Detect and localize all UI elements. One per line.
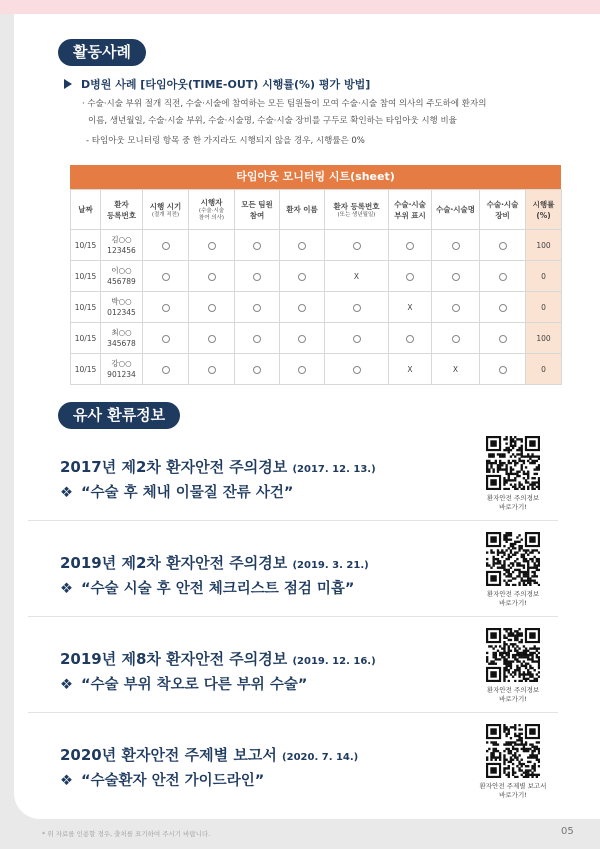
circle-check-icon (162, 304, 170, 312)
cell-patient: 강○○ 901234 (101, 354, 143, 385)
alert-title: 2019년 제8차 환자안전 주의경보 (2019. 12. 16.) (60, 650, 376, 668)
activity-section-pill: 활동사례 (58, 39, 146, 66)
table-row (71, 292, 562, 323)
circle-check-icon (162, 335, 170, 343)
cell-check (189, 323, 235, 354)
col-equipment: 수술·시술 장비 (480, 190, 526, 230)
cell-check (325, 354, 389, 385)
cell-check (280, 230, 325, 261)
cell-check (143, 323, 189, 354)
col-performer: 시행자 (수술·시술 참여 의사) (189, 190, 235, 230)
cell-date: 10/15 (71, 230, 101, 261)
circle-check-icon (406, 273, 414, 281)
cell-check (189, 292, 235, 323)
circle-check-icon (162, 273, 170, 281)
divider (28, 616, 558, 617)
circle-check-icon (208, 273, 216, 281)
cell-check (143, 261, 189, 292)
qr-code-icon[interactable] (486, 724, 540, 778)
alert-subtitle: ❖ “수술환자 안전 가이드라인” (60, 773, 265, 789)
circle-check-icon (499, 366, 507, 374)
cell-patient: 이○○ 456789 (101, 261, 143, 292)
cell-check (235, 261, 280, 292)
cell-check (480, 292, 526, 323)
circle-check-icon (298, 366, 306, 374)
circle-check-icon (298, 273, 306, 281)
circle-check-icon (499, 335, 507, 343)
circle-check-icon (298, 304, 306, 312)
cell-check (280, 323, 325, 354)
circle-check-icon (298, 335, 306, 343)
cell-check (189, 261, 235, 292)
cell-check: X (389, 292, 432, 323)
circle-check-icon (353, 304, 361, 312)
cell-check (389, 261, 432, 292)
footnote: * 위 자료를 인용할 경우, 출처를 표기하여 주시기 바랍니다. (42, 830, 211, 838)
circle-check-icon (452, 242, 460, 250)
activity-title-text: D병원 사례 [타임아웃(TIME-OUT) 시행률(%) 평가 방법] (81, 78, 371, 91)
alert-subtitle: ❖ “수술 후 체내 이물질 잔류 사건” (60, 485, 294, 501)
cell-check: X (325, 261, 389, 292)
monitoring-table (70, 189, 562, 385)
divider (28, 712, 558, 713)
qr-code-icon[interactable] (486, 628, 540, 682)
triangle-bullet-icon (64, 79, 72, 89)
alert-title: 2017년 제2차 환자안전 주의경보 (2017. 12. 13.) (60, 458, 376, 476)
cell-rate: 0 (526, 354, 562, 385)
top-band (0, 0, 600, 14)
divider (28, 520, 558, 521)
cell-check (389, 323, 432, 354)
circle-check-icon (406, 242, 414, 250)
cell-date: 10/15 (71, 323, 101, 354)
cell-rate: 100 (526, 230, 562, 261)
qr-link-label[interactable]: 환자안전 주의경보 바로가기! (486, 590, 540, 607)
similar-section-pill: 유사 환류정보 (58, 402, 180, 429)
circle-check-icon (253, 242, 261, 250)
qr-link-label[interactable]: 환자안전 주의경보 바로가기! (486, 686, 540, 703)
circle-check-icon (406, 335, 414, 343)
table-row (71, 261, 562, 292)
cell-check (189, 230, 235, 261)
col-rate: 시행률 (%) (526, 190, 562, 230)
col-procedure: 수술·시술명 (432, 190, 480, 230)
cell-patient: 김○○ 123456 (101, 230, 143, 261)
cell-check (325, 230, 389, 261)
cell-rate: 0 (526, 292, 562, 323)
cell-check (235, 323, 280, 354)
activity-note: - 타임아웃 모니터링 항목 중 한 가지라도 시행되지 않을 경우, 시행률은 0% (86, 136, 365, 146)
desc-line-2: 이름, 생년월일, 수술·시술 부위, 수술·시술명, 수술·시술 장비를 구두로 확인하는 타임아웃 시행 비율 (88, 116, 457, 126)
table-row (71, 230, 562, 261)
cell-check (235, 354, 280, 385)
circle-check-icon (353, 335, 361, 343)
col-patient-id: 환자 등록번호 (101, 190, 143, 230)
cell-check (432, 323, 480, 354)
table-row (71, 354, 562, 385)
col-site: 수술·시술 부위 표시 (389, 190, 432, 230)
cell-patient: 최○○ 345678 (101, 323, 143, 354)
circle-check-icon (162, 366, 170, 374)
circle-check-icon (253, 273, 261, 281)
diamond-bullet-icon: ❖ (60, 773, 73, 789)
circle-check-icon (452, 273, 460, 281)
table-header-row (71, 190, 562, 230)
circle-check-icon (208, 304, 216, 312)
cell-rate: 100 (526, 323, 562, 354)
diamond-bullet-icon: ❖ (60, 485, 73, 501)
cell-check (325, 292, 389, 323)
cell-check (235, 230, 280, 261)
cell-check (480, 261, 526, 292)
circle-check-icon (208, 335, 216, 343)
col-date: 날짜 (71, 190, 101, 230)
qr-link-label[interactable]: 환자안전 주제별 보고서 바로가기! (479, 782, 547, 799)
circle-check-icon (253, 366, 261, 374)
circle-check-icon (298, 242, 306, 250)
qr-code-icon[interactable] (486, 436, 540, 490)
cell-check (143, 230, 189, 261)
cell-check (280, 261, 325, 292)
cell-rate: 0 (526, 261, 562, 292)
alert-subtitle: ❖ “수술 시술 후 안전 체크리스트 점검 미흡” (60, 581, 355, 597)
cell-check (280, 354, 325, 385)
circle-check-icon (499, 242, 507, 250)
circle-check-icon (162, 242, 170, 250)
diamond-bullet-icon: ❖ (60, 581, 73, 597)
alert-title: 2020년 환자안전 주제별 보고서 (2020. 7. 14.) (60, 746, 359, 764)
circle-check-icon (353, 366, 361, 374)
alert-subtitle: ❖ “수술 부위 착오로 다른 부위 수술” (60, 677, 308, 693)
circle-check-icon (452, 304, 460, 312)
circle-check-icon (499, 304, 507, 312)
cell-check (389, 230, 432, 261)
cell-check (189, 354, 235, 385)
qr-link-label[interactable]: 환자안전 주의경보 바로가기! (486, 494, 540, 511)
circle-check-icon (253, 304, 261, 312)
activity-title (64, 76, 370, 92)
circle-check-icon (208, 366, 216, 374)
cell-check (480, 323, 526, 354)
col-registration: 환자 등록번호 (또는 생년월일) (325, 190, 389, 230)
cell-check (480, 230, 526, 261)
activity-description (82, 96, 552, 130)
monitoring-sheet (70, 165, 561, 385)
table-row (71, 323, 562, 354)
cell-check (235, 292, 280, 323)
col-timing: 시행 시기 (절개 직전) (143, 190, 189, 230)
cell-date: 10/15 (71, 292, 101, 323)
qr-code-icon[interactable] (486, 532, 540, 586)
cell-check (480, 354, 526, 385)
cell-patient: 박○○ 012345 (101, 292, 143, 323)
col-patient-name: 환자 이름 (280, 190, 325, 230)
circle-check-icon (253, 335, 261, 343)
cell-check (432, 230, 480, 261)
cell-check: X (389, 354, 432, 385)
circle-check-icon (208, 242, 216, 250)
col-team: 모든 팀원 참여 (235, 190, 280, 230)
page-number: 05 (561, 826, 574, 837)
cell-check (325, 323, 389, 354)
cell-date: 10/15 (71, 261, 101, 292)
alert-title: 2019년 제2차 환자안전 주의경보 (2019. 3. 21.) (60, 554, 369, 572)
circle-check-icon (353, 242, 361, 250)
cell-check (432, 292, 480, 323)
cell-check: X (432, 354, 480, 385)
cell-check (143, 354, 189, 385)
circle-check-icon (499, 273, 507, 281)
monitoring-sheet-title: 타임아웃 모니터링 시트(sheet) (70, 165, 561, 189)
cell-check (432, 261, 480, 292)
cell-date: 10/15 (71, 354, 101, 385)
cell-check (280, 292, 325, 323)
cell-check (143, 292, 189, 323)
circle-check-icon (452, 335, 460, 343)
desc-line-1: · 수술·시술 부위 절개 직전, 수술·시술에 참여하는 모든 팀원들이 모여 수술·시술 참여 의사의 주도하에 환자의 (82, 99, 487, 109)
diamond-bullet-icon: ❖ (60, 677, 73, 693)
